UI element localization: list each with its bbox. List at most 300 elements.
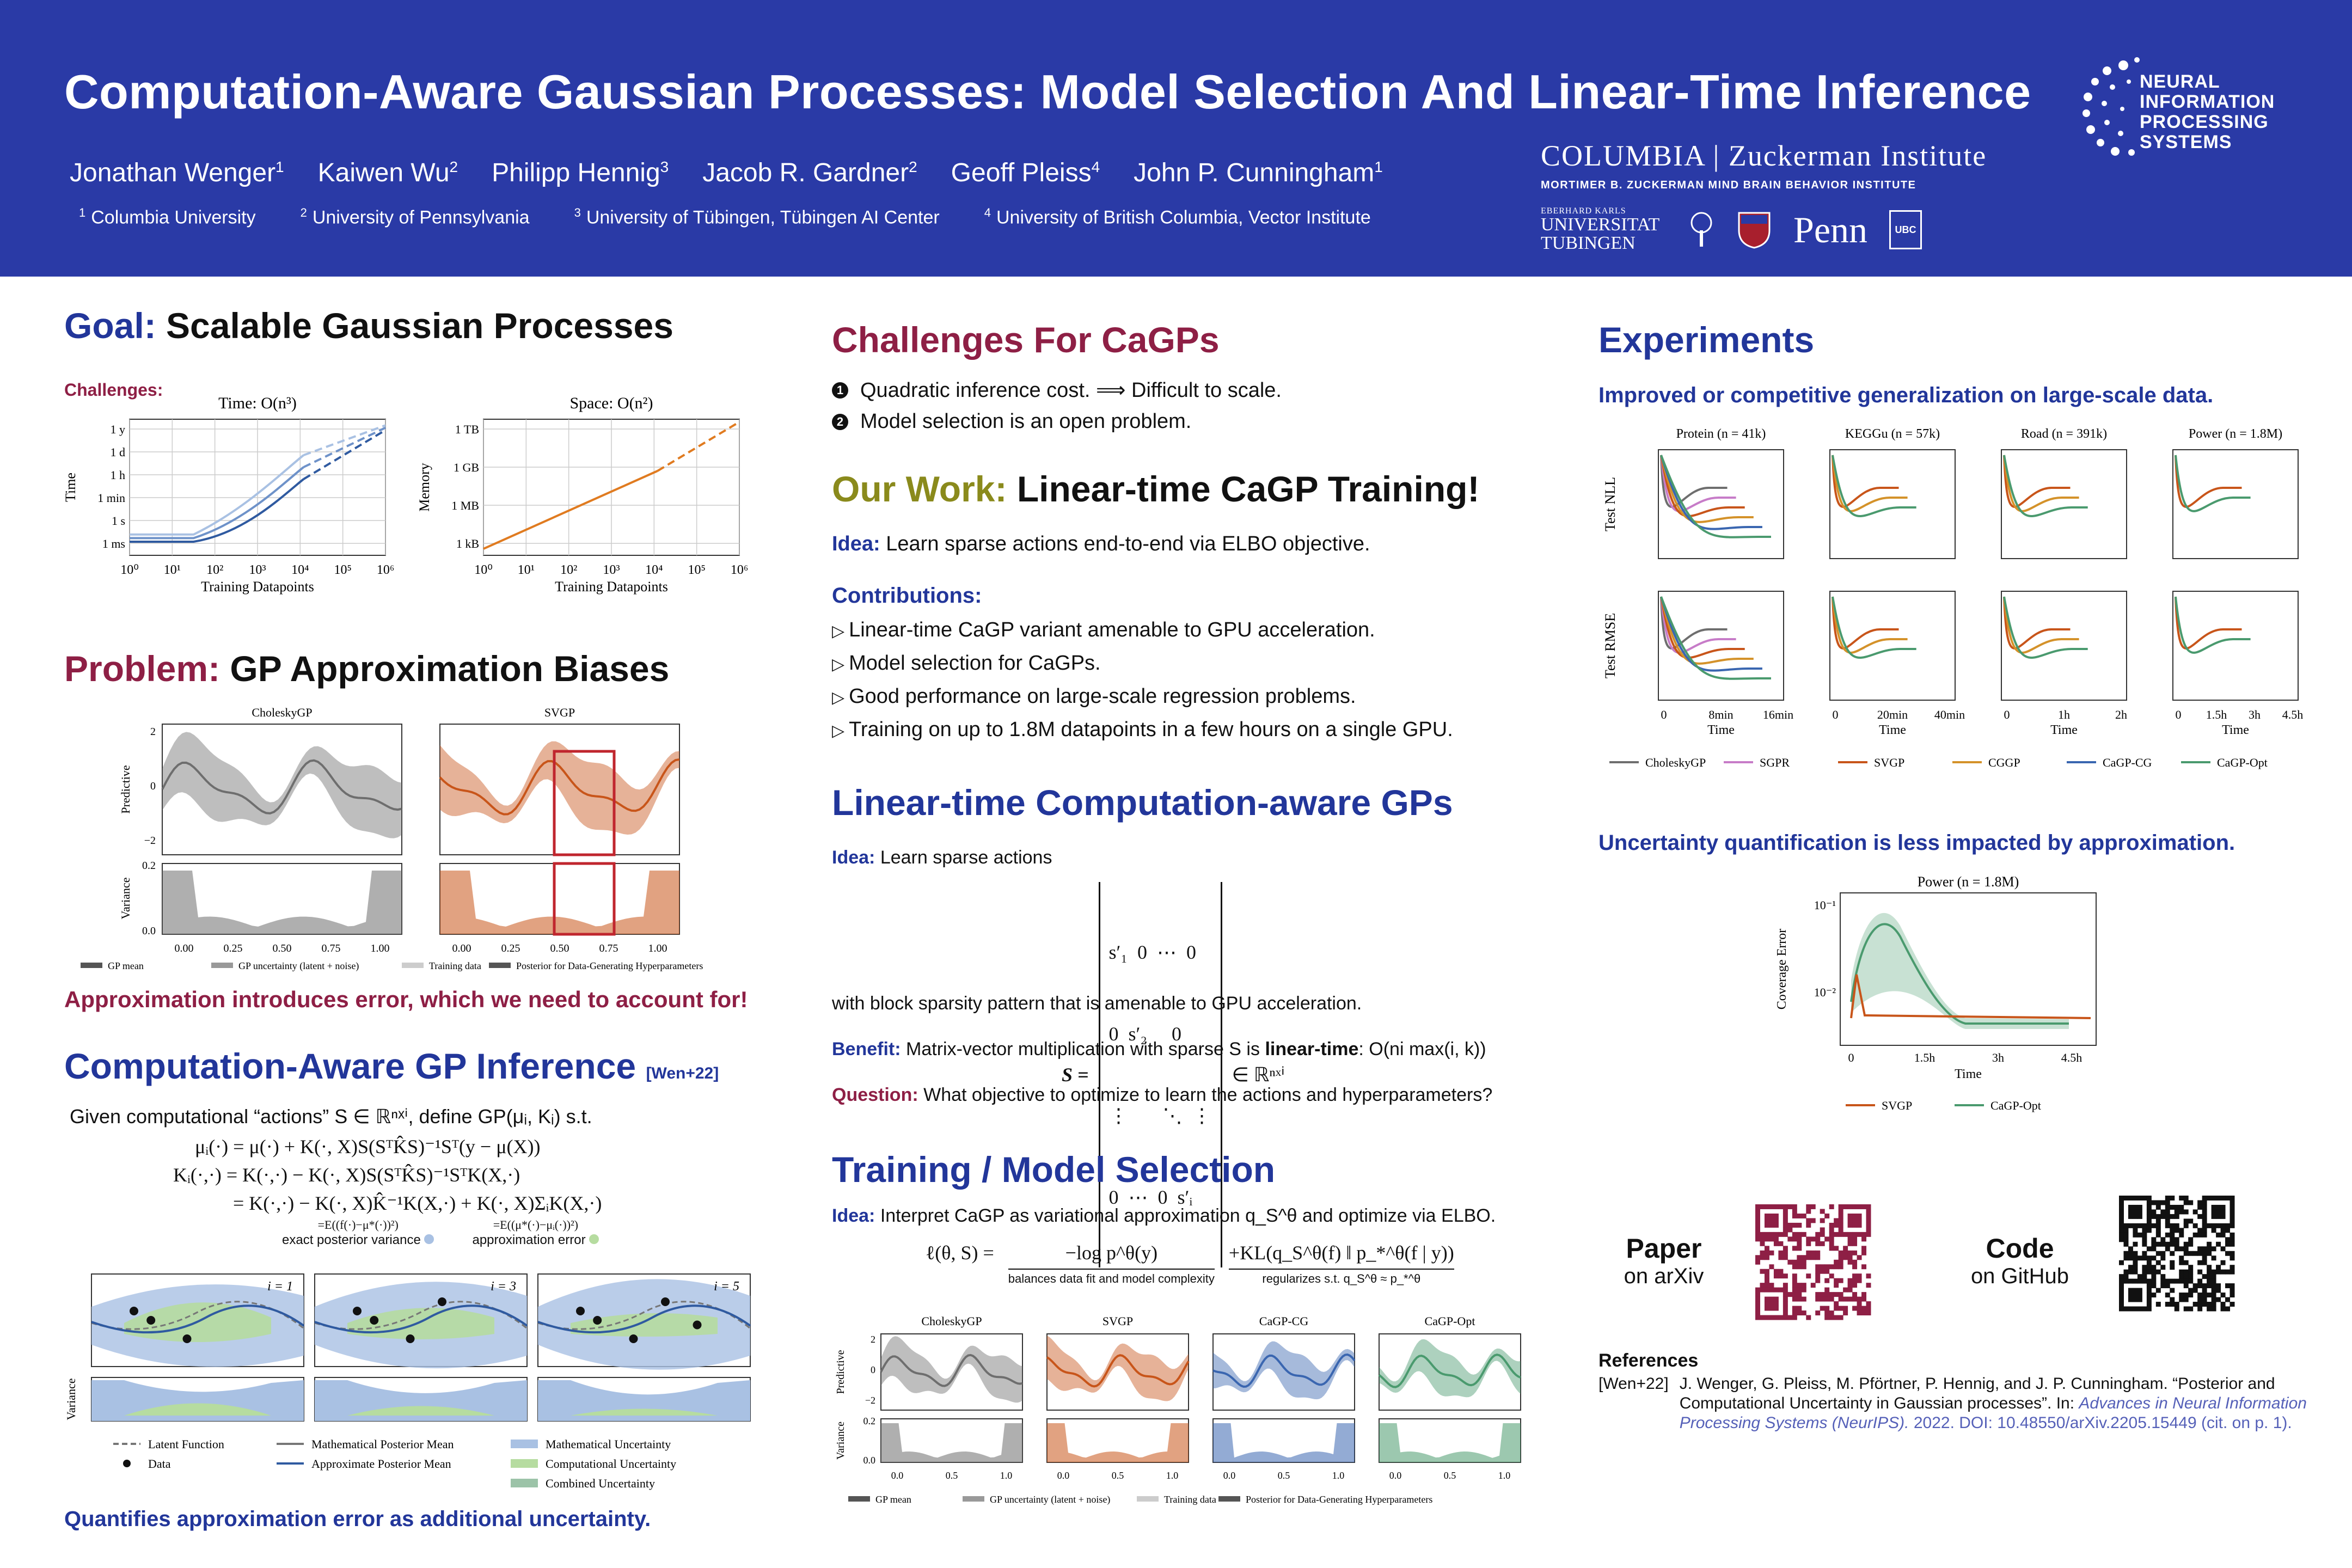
qr-module [2207, 1246, 2212, 1251]
qr-module [1797, 1241, 1802, 1246]
chart-title: Time: O(n³) [218, 394, 297, 412]
approximation-bias-plots [64, 702, 772, 975]
qr-module [1769, 1306, 1774, 1311]
qr-module [1774, 1288, 1779, 1293]
qr-module [1806, 1273, 1811, 1278]
y-tick-label: 10⁻¹ [1814, 898, 1836, 912]
qr-module [2221, 1196, 2226, 1200]
qr-module [2202, 1228, 2207, 1233]
benefit-line: Benefit: Matrix-vector multiplication with sparse S is linear-time: O(ni max(i, k)) [832, 1039, 1486, 1059]
qr-module [2197, 1307, 2202, 1312]
qr-module [2137, 1279, 2142, 1284]
code-link[interactable]: Code on GitHub [1970, 1233, 2069, 1288]
qr-module [2160, 1251, 2165, 1256]
qr-module [2142, 1223, 2147, 1228]
qr-module [2137, 1288, 2142, 1293]
legend-swatch [511, 1440, 538, 1448]
qr-module [2119, 1209, 2124, 1214]
qr-module [1769, 1214, 1774, 1218]
qr-module [2225, 1270, 2230, 1275]
qr-module [1765, 1283, 1769, 1288]
qr-module [2197, 1302, 2202, 1307]
qr-module [1783, 1209, 1788, 1214]
paper-link[interactable]: Paper on arXiv [1624, 1233, 1704, 1288]
qr-module [1755, 1209, 1760, 1214]
qr-module [1783, 1306, 1788, 1311]
qr-module [1765, 1236, 1769, 1241]
qr-module [2170, 1196, 2175, 1200]
code-qr-code[interactable] [2119, 1196, 2234, 1311]
elbo-equation: ℓ(θ, S) = −log p^θ(y) balances data fit and model complexity +KL(q_S^θ(f) ‖ p_*^θ(f | y)) regularizes s.t. q_S^θ ≈ p_*^θ [926, 1242, 1454, 1285]
qr-module [2216, 1233, 2221, 1238]
x-tick-label: 0.0 [1389, 1470, 1402, 1481]
x-tick-label: 0.0 [891, 1470, 904, 1481]
qr-module [1824, 1310, 1829, 1315]
qr-module [2225, 1283, 2230, 1288]
qr-module [2156, 1214, 2161, 1219]
qr-module [2156, 1288, 2161, 1293]
qr-module [1765, 1232, 1769, 1237]
qr-module [1765, 1251, 1769, 1255]
qr-module [1787, 1260, 1792, 1265]
qr-module [2147, 1302, 2152, 1307]
qr-module [1843, 1297, 1848, 1302]
qr-module [2221, 1214, 2226, 1219]
data-point [183, 1334, 192, 1343]
legend-swatch [511, 1479, 538, 1487]
qr-module [2151, 1246, 2156, 1251]
qr-module [1802, 1297, 1806, 1302]
qr-module [1824, 1269, 1829, 1274]
qr-module [1852, 1278, 1857, 1283]
qr-module [2133, 1214, 2137, 1219]
x-tick-label: 10⁰ [120, 563, 139, 577]
qr-module [2207, 1251, 2212, 1256]
qr-module [2133, 1251, 2137, 1256]
qr-module [1765, 1273, 1769, 1278]
y-tick-label: 2 [150, 726, 156, 738]
qr-module [2165, 1283, 2170, 1288]
qr-module [1839, 1218, 1843, 1223]
qr-module [1843, 1288, 1848, 1293]
qr-module [1848, 1283, 1853, 1288]
qr-module [2225, 1242, 2230, 1247]
qr-module [1802, 1255, 1806, 1260]
qr-module [1787, 1292, 1792, 1297]
qr-module [1839, 1297, 1843, 1302]
qr-module [1820, 1241, 1825, 1246]
qr-module [2179, 1209, 2184, 1214]
x-tick-label: 10⁶ [376, 563, 395, 577]
qr-module [2212, 1223, 2216, 1228]
qr-module [1852, 1232, 1857, 1237]
cagp-iteration-figure [64, 1274, 772, 1511]
x-tick-label: 1.00 [370, 942, 390, 954]
qr-module [2193, 1209, 2198, 1214]
qr-module [2133, 1288, 2137, 1293]
qr-module [1765, 1306, 1769, 1311]
iteration-label: i = 3 [491, 1279, 516, 1294]
x-tick-label: 10⁵ [334, 563, 352, 577]
qr-module [1765, 1288, 1769, 1293]
y-tick-label: 1 ms [102, 537, 125, 550]
qr-module [2175, 1279, 2179, 1284]
qr-module [2147, 1293, 2152, 1297]
qr-module [2212, 1279, 2216, 1284]
problem-takeaway: Approximation introduces error, which we need to account for! [64, 987, 748, 1012]
qr-module [1769, 1283, 1774, 1288]
qr-module [1866, 1310, 1871, 1315]
qr-module [2188, 1265, 2193, 1270]
qr-module [2133, 1196, 2137, 1200]
qr-module [2216, 1297, 2221, 1302]
qr-module [1755, 1301, 1760, 1306]
qr-module [2212, 1209, 2216, 1214]
qr-module [2147, 1223, 2152, 1228]
qr-module [1815, 1241, 1820, 1246]
qr-module [1866, 1218, 1871, 1223]
qr-module [2133, 1279, 2137, 1284]
qr-module [2133, 1260, 2137, 1265]
plot-title: SVGP [544, 706, 575, 719]
x-tick-label: 4.5h [2061, 1051, 2082, 1064]
author: Philipp Hennig$^3$ [492, 158, 669, 187]
qr-module [2225, 1196, 2230, 1200]
qr-module [1783, 1227, 1788, 1232]
qr-module [1866, 1283, 1871, 1288]
qr-module [2179, 1297, 2184, 1302]
qr-module [1774, 1223, 1779, 1228]
qr-module [1848, 1288, 1853, 1293]
x-tick-label: 20min [1877, 708, 1908, 721]
qr-module [1765, 1214, 1769, 1218]
qr-module [1797, 1292, 1802, 1297]
qr-module [2170, 1223, 2175, 1228]
y-tick-label: 10⁻² [1814, 985, 1836, 999]
problem-figure [64, 702, 772, 977]
qr-module [2165, 1279, 2170, 1284]
columbia-logo: COLUMBIA | Zuckerman Institute [1541, 139, 1987, 172]
qr-module [2221, 1260, 2226, 1265]
qr-module [1866, 1223, 1871, 1228]
qr-module [1848, 1278, 1853, 1283]
qr-module [2197, 1200, 2202, 1205]
affiliation: $^2$ University of Pennsylvania [300, 206, 530, 228]
legend-label: Mathematical Uncertainty [546, 1437, 671, 1451]
qr-module [2225, 1237, 2230, 1242]
qr-module [1820, 1297, 1825, 1302]
qr-module [1797, 1297, 1802, 1302]
qr-module [1769, 1301, 1774, 1306]
legend-swatch [402, 963, 424, 968]
legend-label: Data [148, 1457, 171, 1471]
data-point [629, 1334, 638, 1343]
qr-module [2230, 1293, 2235, 1297]
legend-swatch [1218, 1496, 1240, 1502]
legend-label: CholeskyGP [1645, 756, 1706, 769]
linear-time-heading: Linear-time Computation-aware GPs [832, 782, 1453, 823]
qr-module [2188, 1279, 2193, 1284]
qr-module [1866, 1227, 1871, 1232]
qr-module [2202, 1283, 2207, 1288]
qr-module [2123, 1307, 2128, 1312]
qr-module [2179, 1255, 2184, 1260]
qr-module [2179, 1228, 2184, 1233]
qr-module [2170, 1242, 2175, 1247]
qr-module [2197, 1251, 2202, 1256]
legend-label: CaGP-Opt [1990, 1099, 2041, 1112]
qr-module [2123, 1223, 2128, 1228]
qr-module [1834, 1306, 1839, 1311]
qr-module [1792, 1223, 1797, 1228]
qr-module [2212, 1205, 2216, 1210]
qr-module [1839, 1227, 1843, 1232]
qr-module [2170, 1251, 2175, 1256]
qr-module [2184, 1200, 2189, 1205]
x-tick-label: 0.00 [452, 942, 471, 954]
qr-module [1852, 1251, 1857, 1255]
qr-module [1755, 1218, 1760, 1223]
x-tick-label: 0.0 [1223, 1470, 1236, 1481]
experiments-figure [1598, 419, 2306, 792]
qr-module [1783, 1273, 1788, 1278]
qr-module [1783, 1223, 1788, 1228]
qr-module [1820, 1292, 1825, 1297]
qr-module [2123, 1274, 2128, 1279]
qr-module [2165, 1233, 2170, 1238]
qr-module [1760, 1288, 1765, 1293]
qr-module [2230, 1265, 2235, 1270]
challenges-heading: Challenges For CaGPs [832, 320, 1220, 360]
neurips-logo [2074, 49, 2298, 174]
qr-module [1797, 1246, 1802, 1251]
y-tick-label: 0.0 [863, 1455, 875, 1466]
qr-module [1820, 1269, 1825, 1274]
qr-module [2119, 1307, 2124, 1312]
qr-module [2202, 1246, 2207, 1251]
qr-module [2147, 1246, 2152, 1251]
qr-module [1861, 1310, 1866, 1315]
qr-module [1806, 1241, 1811, 1246]
qr-module [1852, 1218, 1857, 1223]
qr-module [1806, 1218, 1811, 1223]
qr-module [2151, 1265, 2156, 1270]
qr-module [1760, 1315, 1765, 1320]
cagp-inference-heading: Computation-Aware GP Inference [Wen+22] [64, 1046, 719, 1086]
qr-module [2207, 1196, 2212, 1200]
qr-module [1769, 1297, 1774, 1302]
qr-module [1866, 1306, 1871, 1311]
qr-module [1839, 1255, 1843, 1260]
qr-module [2216, 1214, 2221, 1219]
data-point [693, 1321, 702, 1330]
qr-module [1765, 1269, 1769, 1274]
x-tick-label: 0.5 [1277, 1470, 1290, 1481]
qr-module [2207, 1274, 2212, 1279]
qr-module [2156, 1218, 2161, 1223]
y-tick-label: 2 [871, 1334, 875, 1345]
qr-module [2147, 1205, 2152, 1210]
qr-module [2147, 1283, 2152, 1288]
qr-module [1857, 1273, 1862, 1278]
qr-module [2197, 1214, 2202, 1219]
qr-module [2230, 1233, 2235, 1238]
qr-module [1829, 1236, 1834, 1241]
qr-module [1760, 1241, 1765, 1246]
qr-module [2123, 1251, 2128, 1256]
qr-module [2170, 1302, 2175, 1307]
author-list [70, 158, 1383, 188]
qr-module [1783, 1232, 1788, 1237]
qr-module [2193, 1302, 2198, 1307]
x-tick-label: 10² [560, 563, 578, 577]
qr-module [2165, 1218, 2170, 1223]
qr-module [1848, 1297, 1853, 1302]
citation-link[interactable]: [Wen+22] [646, 1064, 719, 1082]
qr-module [1792, 1297, 1797, 1302]
legend-label: Posterior for Data-Generating Hyperparameters [516, 960, 703, 971]
qr-module [2165, 1293, 2170, 1297]
qr-module [2156, 1260, 2161, 1265]
paper-qr-code[interactable] [1755, 1204, 1871, 1320]
qr-module [1797, 1255, 1802, 1260]
qr-module [1811, 1255, 1816, 1260]
qr-module [2165, 1214, 2170, 1219]
time-curve [130, 455, 304, 535]
penn-shield-icon [1737, 211, 1772, 249]
model-comparison-plots [832, 1307, 1540, 1514]
qr-module [2170, 1205, 2175, 1210]
training-heading: Training / Model Selection [832, 1149, 1276, 1190]
qr-module [1824, 1278, 1829, 1283]
qr-module [2128, 1251, 2133, 1256]
qr-module [1778, 1269, 1783, 1274]
qr-module [2119, 1223, 2124, 1228]
cagp-takeaway: Quantifies approximation error as additional uncertainty. [64, 1507, 651, 1531]
qr-module [1765, 1297, 1769, 1302]
qr-module [1852, 1292, 1857, 1297]
qr-module [2230, 1242, 2235, 1247]
plot-title: CaGP-CG [1259, 1314, 1309, 1328]
legend-label: Training data [1164, 1494, 1216, 1505]
qr-module [1778, 1288, 1783, 1293]
qr-module [1774, 1273, 1779, 1278]
contributions-label: Contributions: [832, 584, 982, 608]
qr-module [2230, 1205, 2235, 1210]
x-tick-label: 0.5 [1443, 1470, 1456, 1481]
qr-module [2175, 1242, 2179, 1247]
qr-module [2188, 1270, 2193, 1275]
dataset-title: KEGGu (n = 57k) [1845, 427, 1940, 441]
qr-module [2230, 1214, 2235, 1219]
qr-module [2119, 1200, 2124, 1205]
legend-label: Approximate Posterior Mean [311, 1457, 451, 1471]
x-tick-label: 3h [2249, 708, 2261, 721]
qr-module [1852, 1236, 1857, 1241]
qr-module [1755, 1288, 1760, 1293]
qr-module [2133, 1205, 2137, 1210]
qr-module [1806, 1236, 1811, 1241]
qr-module [1834, 1301, 1839, 1306]
qr-module [2156, 1205, 2161, 1210]
qr-module [1829, 1227, 1834, 1232]
affiliation: $^4$ University of British Columbia, Vector Institute [984, 206, 1371, 228]
x-tick-label: 0 [1848, 1051, 1854, 1064]
qr-module [2119, 1274, 2124, 1279]
qr-module [2184, 1242, 2189, 1247]
legend-swatch [123, 1460, 131, 1467]
qr-module [2147, 1288, 2152, 1293]
x-tick-label: 0 [1832, 708, 1839, 721]
qr-module [2225, 1297, 2230, 1302]
qr-module [2179, 1246, 2184, 1251]
qr-module [1787, 1223, 1792, 1228]
cov-decomposition: = K(·,·) − K(·, X)K̂⁻¹K(X,·) + K(·, X)ΣᵢK(X,·) [233, 1192, 602, 1214]
qr-module [1806, 1223, 1811, 1228]
qr-module [1797, 1260, 1802, 1265]
qr-module [1857, 1297, 1862, 1302]
qr-module [2202, 1260, 2207, 1265]
dataset-title: Protein (n = 41k) [1676, 427, 1766, 441]
legend-swatch [848, 1496, 870, 1502]
qr-module [2184, 1307, 2189, 1312]
qr-module [2197, 1283, 2202, 1288]
qr-module [2225, 1228, 2230, 1233]
qr-module [2147, 1200, 2152, 1205]
legend-label: Combined Uncertainty [546, 1477, 656, 1490]
qr-module [1829, 1264, 1834, 1269]
training-idea: Idea: Interpret CaGP as variational approximation q_S^θ and optimize via ELBO. [832, 1205, 1496, 1226]
qr-module [2128, 1288, 2133, 1293]
qr-module [1839, 1264, 1843, 1269]
y-axis-label: Coverage Error [1775, 928, 1789, 1010]
plot-title: CholeskyGP [252, 706, 313, 719]
institution-logos [1541, 139, 1987, 253]
qr-module [1820, 1209, 1825, 1214]
qr-module [1834, 1218, 1839, 1223]
qr-module [2170, 1237, 2175, 1242]
qr-module [2133, 1297, 2137, 1302]
qr-module [1820, 1306, 1825, 1311]
qr-module [2128, 1205, 2133, 1210]
qr-module [2170, 1279, 2175, 1284]
qr-module [2202, 1209, 2207, 1214]
qr-module [2119, 1279, 2124, 1284]
qr-module [2216, 1288, 2221, 1293]
matrix-body: s′₁ 0 ⋯ 0 0 s′₂ 0 ⋮ ⋱ ⋮ 0 ⋯ 0 s′ᵢ [1099, 882, 1222, 1267]
qr-module [2123, 1237, 2128, 1242]
qr-module [1792, 1246, 1797, 1251]
qr-module [2142, 1279, 2147, 1284]
x-tick-label: 3h [1992, 1051, 2004, 1064]
qr-module [1760, 1251, 1765, 1255]
y-tick-label: 1 TB [455, 422, 479, 436]
qr-module [1774, 1232, 1779, 1237]
question-line: Question: What objective to optimize to learn the actions and hyperparameters? [832, 1085, 1493, 1105]
tree-seal-icon [1688, 211, 1715, 249]
qr-module [1852, 1214, 1857, 1218]
qr-module [1820, 1264, 1825, 1269]
legend-label: Posterior for Data-Generating Hyperparameters [1246, 1494, 1433, 1505]
qr-module [1787, 1227, 1792, 1232]
legend-swatch [963, 1496, 984, 1502]
qr-module [2147, 1260, 2152, 1265]
qr-module [1843, 1204, 1848, 1209]
qr-module [1792, 1292, 1797, 1297]
qr-module [2184, 1218, 2189, 1223]
qr-module [2188, 1218, 2193, 1223]
qr-module [2184, 1297, 2189, 1302]
